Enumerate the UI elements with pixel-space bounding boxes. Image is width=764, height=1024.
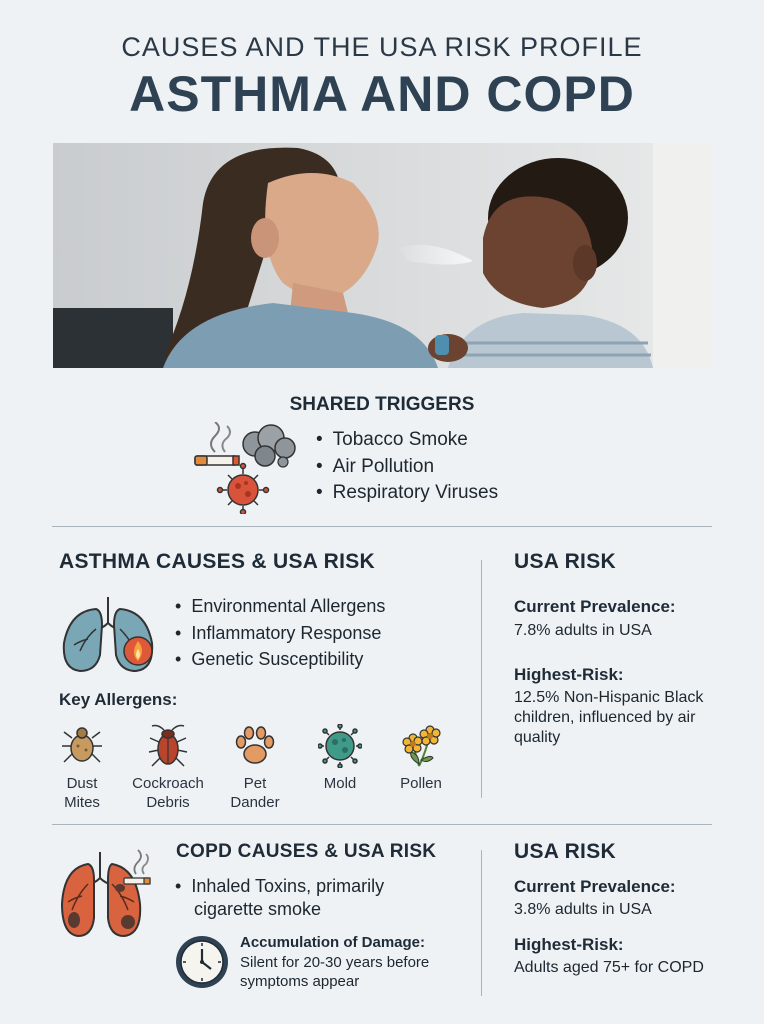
- list-item: • Environmental Allergens: [175, 593, 385, 620]
- shared-triggers-heading: SHARED TRIGGERS: [289, 394, 475, 415]
- dust-mite-icon: [60, 724, 104, 768]
- mold-spore-icon: [318, 724, 362, 768]
- virus-icon: [218, 464, 269, 515]
- damaged-lungs-icon: [58, 848, 158, 940]
- inflamed-lungs-icon: [58, 595, 158, 675]
- column-divider: [481, 850, 482, 996]
- key-allergens-label: Key Allergens:: [59, 690, 178, 709]
- asthma-heading: ASTHMA CAUSES & USA RISK: [59, 550, 375, 573]
- hero-photo: [53, 143, 712, 368]
- allergen-label: Mites: [64, 794, 100, 811]
- copd-heading: COPD CAUSES & USA RISK: [176, 841, 437, 862]
- clock-icon: [174, 934, 230, 990]
- shared-triggers-icon-group: [193, 422, 299, 514]
- allergen-label: Dander: [230, 794, 280, 811]
- copd-risk-heading: USA RISK: [514, 840, 616, 863]
- accumulation-label: Accumulation of Damage:: [240, 934, 426, 951]
- allergen-label: Dust: [66, 775, 98, 792]
- allergen-pollen: [375, 724, 467, 793]
- allergen-pet-dander: [209, 724, 301, 812]
- list-item: • Respiratory Viruses: [316, 480, 498, 507]
- section-divider: [52, 824, 712, 825]
- hero-photo-illustration: [53, 143, 712, 368]
- list-item: • Inflammatory Response: [175, 620, 385, 647]
- shared-triggers-list: [316, 427, 498, 507]
- copd-prevalence-label: Current Prevalence:: [514, 877, 676, 896]
- page-title: ASTHMA AND COPD: [129, 66, 635, 122]
- copd-causes-list: [175, 875, 384, 921]
- asthma-risk-heading: USA RISK: [514, 550, 616, 573]
- allergen-dust-mites: [36, 724, 128, 812]
- copd-cause-line2: cigarette smoke: [194, 899, 322, 919]
- list-item: • Air Pollution: [316, 454, 498, 481]
- page-supertitle: CAUSES AND THE USA RISK PROFILE: [121, 32, 643, 62]
- asthma-causes-list: [175, 593, 385, 673]
- column-divider: [481, 560, 482, 798]
- allergen-label: Debris: [146, 794, 190, 811]
- asthma-highest-risk-value: 12.5% Non-Hispanic Black children, influenced by air quality: [514, 689, 704, 746]
- allergen-label: Pet: [243, 775, 267, 792]
- allergen-mold: [294, 724, 386, 793]
- allergen-label: Pollen: [400, 775, 442, 792]
- copd-cause-line1: Inhaled Toxins, primarily: [191, 876, 385, 896]
- paw-print-icon: [233, 724, 277, 768]
- header: [0, 32, 764, 123]
- copd-highest-risk-label: Highest-Risk:: [514, 935, 624, 954]
- asthma-prevalence-value: 7.8% adults in USA: [514, 622, 652, 639]
- copd-highest-risk-value: Adults aged 75+ for COPD: [514, 959, 704, 976]
- allergen-label: Mold: [323, 775, 357, 792]
- list-item: [175, 875, 384, 921]
- allergen-label: Cockroach: [132, 775, 204, 792]
- asthma-prevalence-label: Current Prevalence:: [514, 597, 676, 616]
- cockroach-icon: [146, 724, 190, 768]
- cigarette-icon: [195, 422, 239, 465]
- cigarette-icon: [124, 850, 150, 884]
- section-divider: [52, 526, 712, 527]
- asthma-highest-risk-label: Highest-Risk:: [514, 665, 624, 684]
- copd-prevalence-value: 3.8% adults in USA: [514, 901, 652, 918]
- list-item: • Tobacco Smoke: [316, 427, 498, 454]
- accumulation-text: Silent for 20-30 years before symptoms appear: [240, 954, 430, 990]
- smoke-cloud-icon: [243, 425, 295, 467]
- list-item: • Genetic Susceptibility: [175, 646, 385, 673]
- pollen-flower-icon: [399, 724, 443, 768]
- allergen-cockroach-debris: [122, 724, 214, 812]
